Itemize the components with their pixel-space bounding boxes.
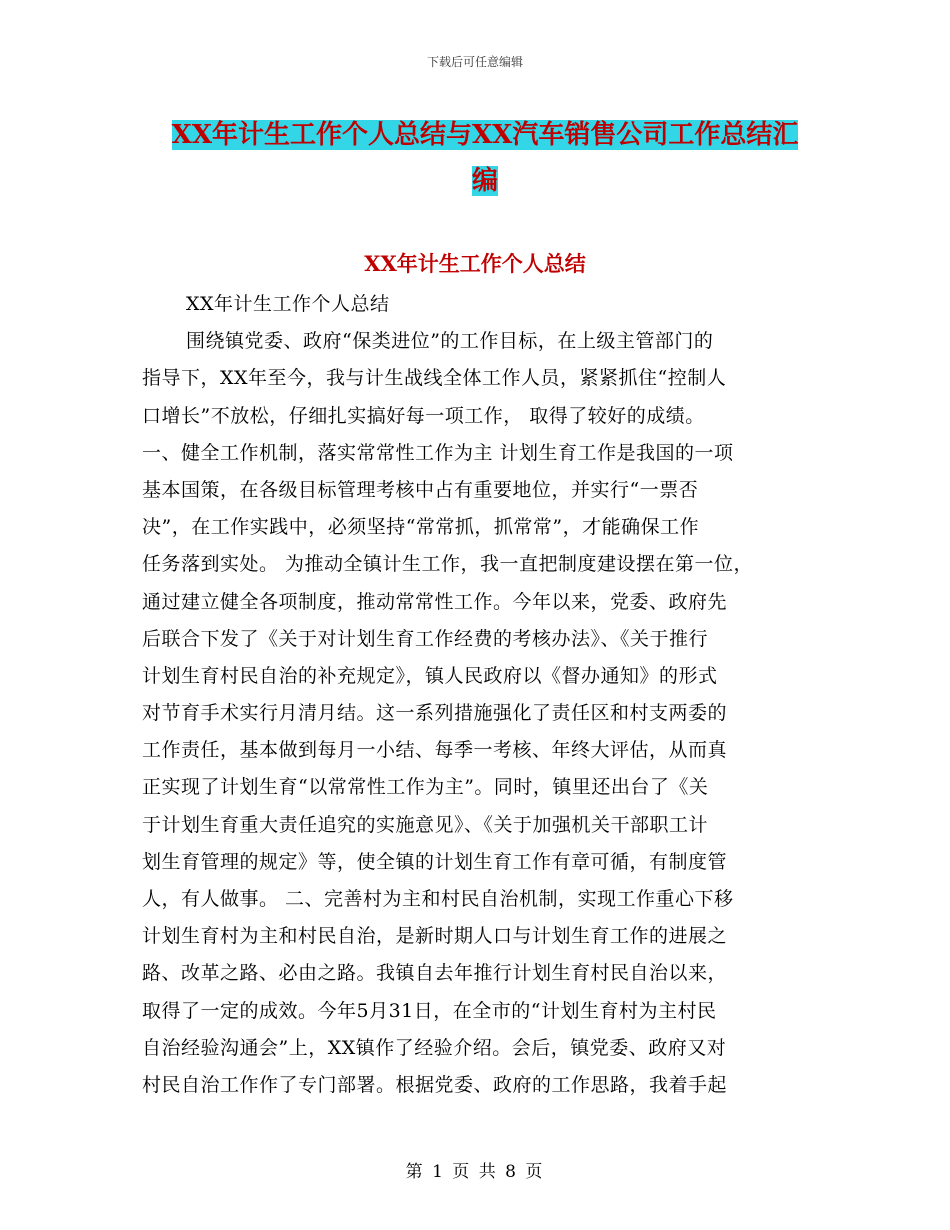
body-line: 决”，在工作实践中，必须坚持“常常抓，抓常常”，才能确保工作 bbox=[142, 516, 700, 539]
body-line: 后联合下发了《关于对计划生育工作经费的考核办法》、《关于推行 bbox=[142, 627, 709, 650]
body-line: 于计划生育重大责任追究的实施意见》、《关于加强机关干部职工计 bbox=[142, 813, 709, 836]
body-line: 自治经验沟通会”上，XX镇作了经验介绍。会后，镇党委、政府又对 bbox=[142, 1036, 727, 1059]
main-title-line1: XX年计生工作个人总结与XX汽车销售公司工作总结汇 bbox=[171, 120, 799, 150]
body-line: 取得了一定的成效。今年5月31日，在全市的“计划生育村为主村民 bbox=[142, 999, 717, 1022]
body-line: 计划生育村民自治的补充规定》，镇人民政府以《督办通知》的形式 bbox=[142, 664, 718, 687]
body-line: 一、健全工作机制，落实常常性工作为主 计划生育工作是我国的一项 bbox=[142, 441, 734, 464]
body-line: 对节育手术实行月清月结。这一系列措施强化了责任区和村支两委的 bbox=[142, 702, 728, 725]
body-line: 通过建立健全各项制度，推动常常性工作。今年以来，党委、政府先 bbox=[142, 590, 728, 613]
body-line: 计划生育村为主和村民自治，是新时期人口与计划生育工作的进展之 bbox=[142, 925, 728, 948]
section-title: XX年计生工作个人总结 bbox=[364, 251, 586, 276]
body-line: 围绕镇党委、政府“保类进位”的工作目标，在上级主管部门的 bbox=[186, 330, 714, 353]
header-note: 下载后可任意编辑 bbox=[426, 55, 523, 69]
body-text bbox=[142, 286, 810, 1104]
body-line: 任务落到实处。 为推动全镇计生工作，我一直把制度建设摆在第一位， bbox=[142, 553, 754, 576]
body-line: 基本国策，在各级目标管理考核中占有重要地位，并实行“一票否 bbox=[142, 478, 699, 501]
body-line: 口增长”不放松，仔细扎实搞好每一项工作， 取得了较好的成绩。 bbox=[142, 404, 705, 427]
body-line: 人，有人做事。 二、完善村为主和村民自治机制，实现工作重心下移 bbox=[142, 888, 734, 910]
main-title-line2: 编 bbox=[471, 166, 498, 196]
body-line: 路、改革之路、必由之路。我镇自去年推行计划生育村民自治以来， bbox=[142, 962, 728, 985]
body-line: 工作责任，基本做到每月一小结、每季一考核、年终大评估，从而真 bbox=[142, 739, 728, 762]
main-title bbox=[150, 112, 820, 204]
body-line: 指导下，XX年至今，我与计生战线全体工作人员，紧紧抓住“控制人 bbox=[142, 367, 727, 390]
body-line: 划生育管理的规定》等，使全镇的计划生育工作有章可循，有制度管 bbox=[142, 850, 728, 873]
body-line: XX年计生工作个人总结 bbox=[186, 293, 390, 315]
page-footer: 第 1 页 共 8 页 bbox=[405, 1162, 545, 1182]
body-line: 村民自治工作作了专门部署。根据党委、政府的工作思路，我着手起 bbox=[142, 1073, 728, 1096]
body-line: 正实现了计划生育“以常常性工作为主”。同时，镇里还出台了《关 bbox=[142, 776, 709, 799]
